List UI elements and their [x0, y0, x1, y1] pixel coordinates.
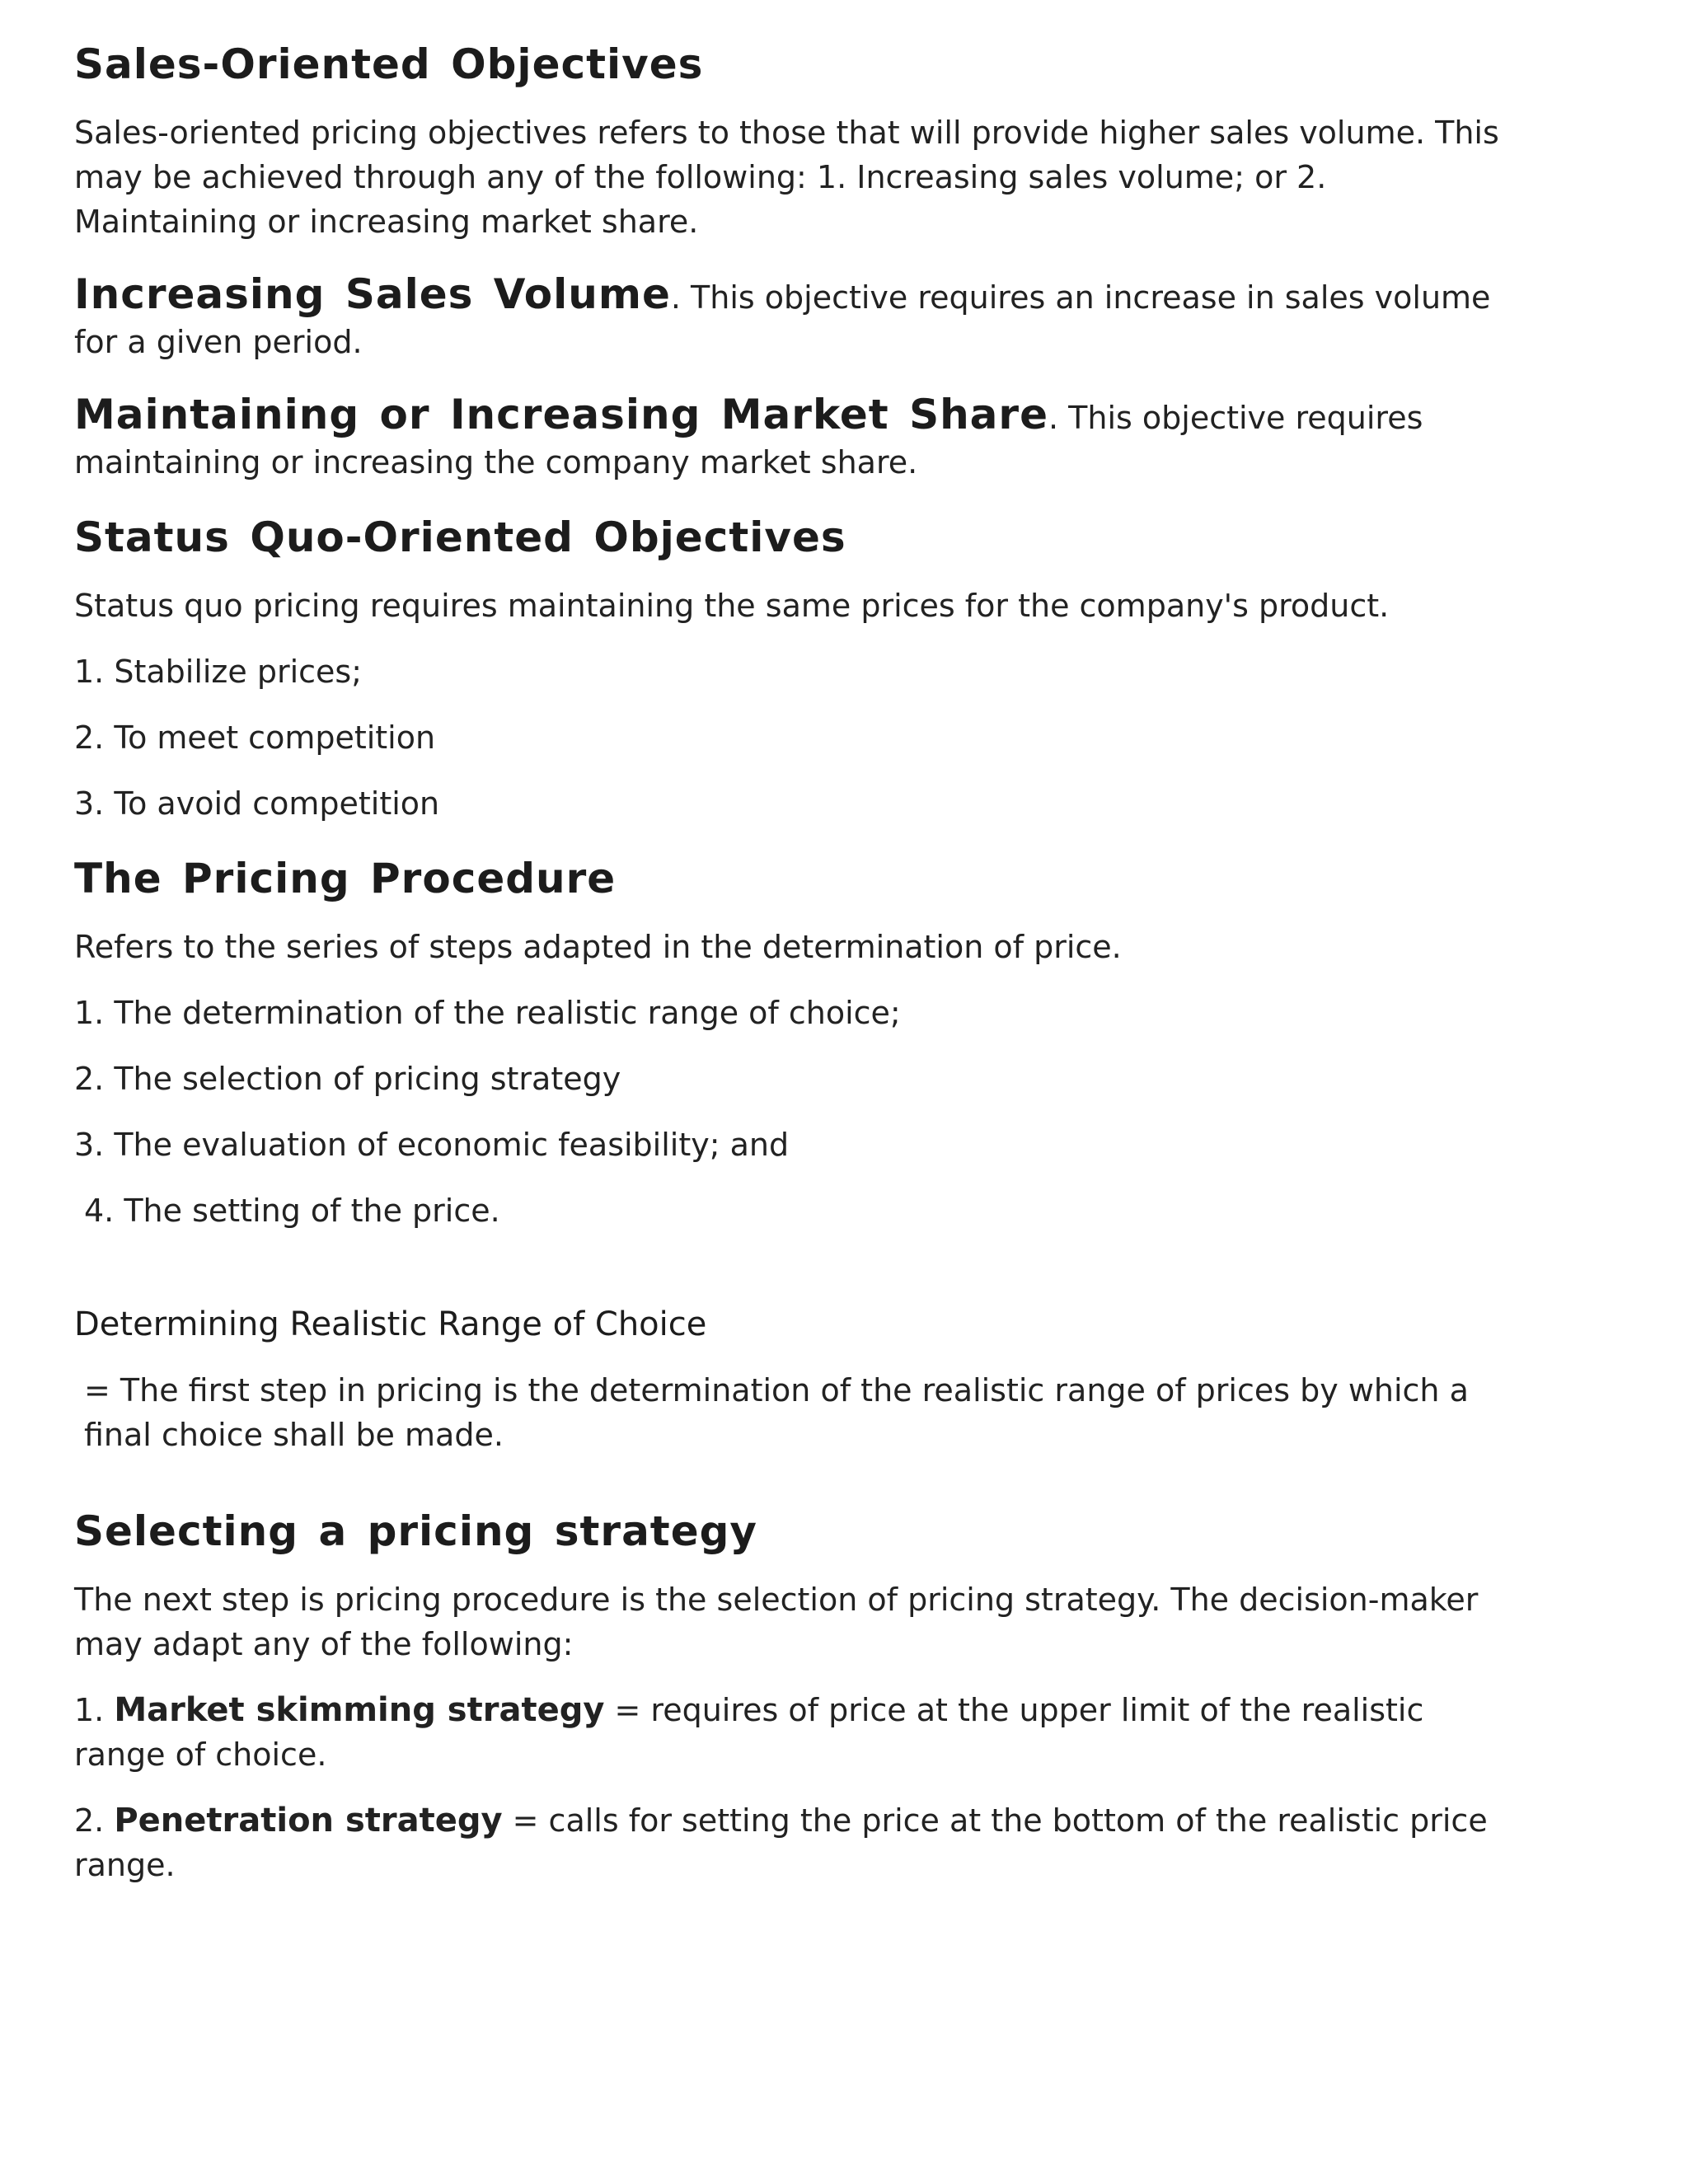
list-number: 1. — [74, 1692, 115, 1728]
list-item: 1. The determination of the realistic range of choice; — [74, 995, 901, 1031]
paragraph-increasing-sales-volume — [74, 272, 1508, 364]
text-market-share: . This objective requires maintaining or increasing the company market share. — [74, 400, 1423, 480]
list-number: 2. — [74, 1802, 115, 1839]
list-item: 3. To avoid competition — [74, 785, 440, 822]
list-item: 3. The evaluation of economic feasibility; and — [74, 1127, 790, 1163]
list-item: 1. Stabilize prices; — [74, 654, 363, 690]
definition-penetration: = calls for setting the price at the bottom of the realistic price range. — [74, 1802, 1488, 1883]
term-penetration: Penetration strategy — [114, 1802, 503, 1840]
heading-increasing-sales-volume: Increasing Sales Volume — [74, 270, 671, 318]
paragraph-status-quo: Status quo pricing requires maintaining the same prices for the company's product. — [74, 588, 1390, 624]
text-increasing-sales-volume: . This objective requires an increase in sales volume for a given period. — [74, 279, 1491, 360]
list-item-penetration — [74, 1798, 1508, 1887]
heading-selecting-pricing-strategy: Selecting a pricing strategy — [74, 1507, 758, 1555]
heading-sales-oriented-objectives: Sales-Oriented Objectives — [74, 40, 704, 88]
paragraph-pricing-procedure: Refers to the series of steps adapted in the determination of price. — [74, 929, 1122, 965]
paragraph-selecting-strategy: The next step is pricing procedure is the selection of pricing strategy. The decision-maker may adapt any of the following: — [74, 1582, 1479, 1662]
document-page — [74, 40, 1508, 1887]
list-item-market-skimming — [74, 1688, 1508, 1777]
heading-pricing-procedure: The Pricing Procedure — [74, 855, 617, 902]
term-market-skimming: Market skimming strategy — [114, 1691, 605, 1729]
paragraph-realistic-range: = The first step in pricing is the determination of the realistic range of prices by which a final choice shall be made. — [84, 1372, 1469, 1453]
list-item: 2. The selection of pricing strategy — [74, 1061, 621, 1097]
paragraph-market-share — [74, 392, 1508, 485]
definition-market-skimming: = requires of price at the upper limit of the realistic range of choice. — [74, 1692, 1424, 1773]
list-item: 4. The setting of the price. — [84, 1193, 500, 1229]
paragraph-sales-oriented: Sales-oriented pricing objectives refers to those that will provide higher sales volume. This may be achieved through any of the following: 1. Increasing sales volume; or 2. Maintaining or increasing market share. — [74, 115, 1499, 240]
heading-realistic-range: Determining Realistic Range of Choice — [74, 1305, 707, 1343]
list-item: 2. To meet competition — [74, 719, 436, 756]
heading-status-quo: Status Quo-Oriented Objectives — [74, 513, 846, 561]
heading-market-share: Maintaining or Increasing Market Share — [74, 391, 1048, 438]
